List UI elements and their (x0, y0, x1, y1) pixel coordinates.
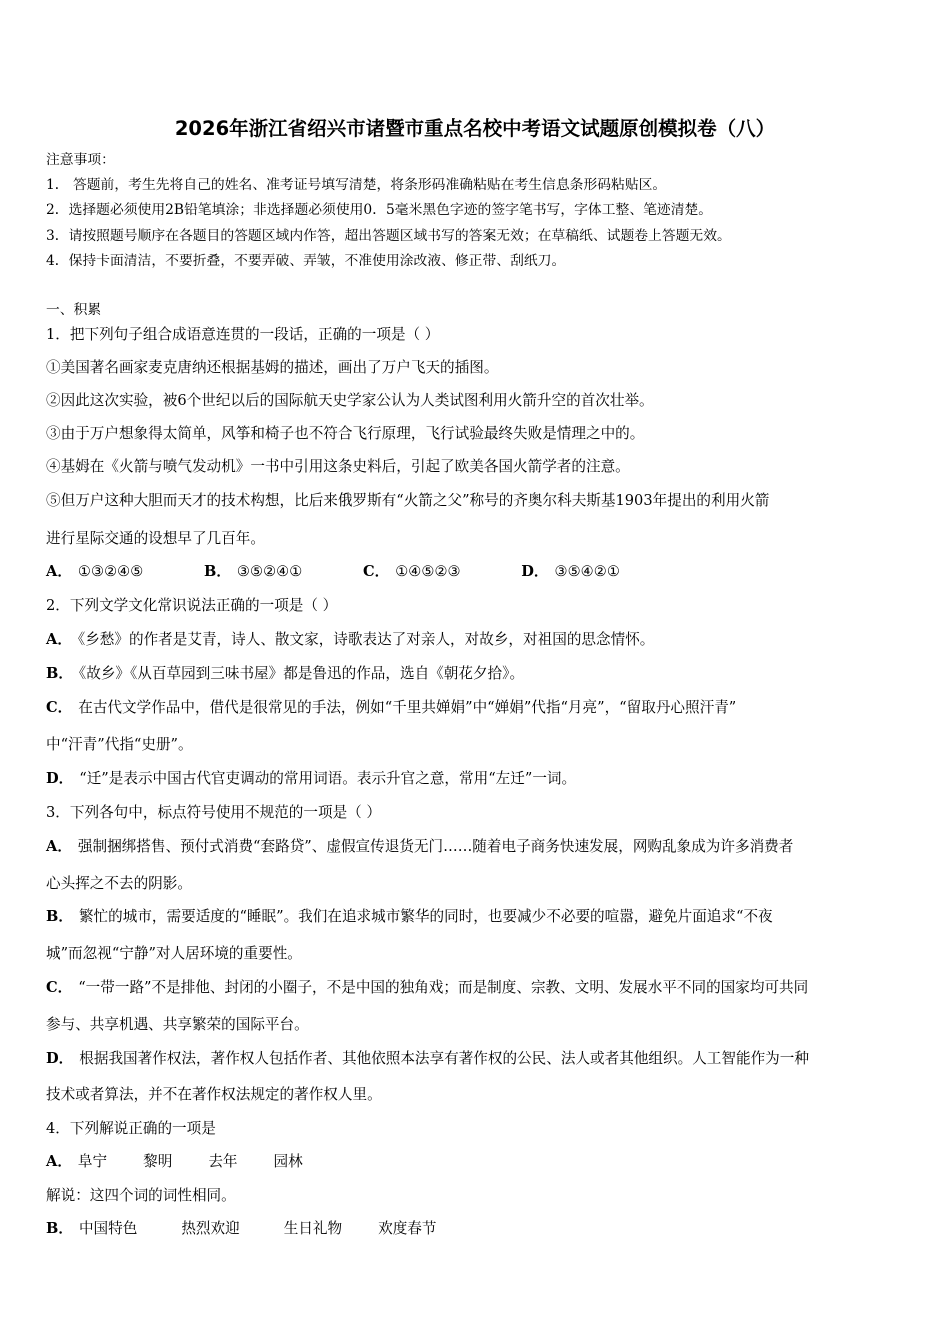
q3-option-a-cont: 心头挥之不去的阴影。 (46, 875, 192, 892)
q1-sentence-5: ⑤但万户这种大胆而天才的技术构想，比后来俄罗斯有“火箭之父”称号的齐奥尔科夫斯基1903年提出的利用火箭 (46, 492, 770, 509)
q2-option-d (46, 769, 576, 789)
q3-option-b-text: 繁忙的城市，需要适度的“睡眠”。我们在追求城市繁华的同时，也要减少不必要的喧嚣，避免片面追求“不夜 (78, 908, 773, 925)
q3-option-c-cont: 参与、共享机遇、共享繁荣的国际平台。 (46, 1016, 309, 1033)
q1-option-c-label: C． (362, 563, 390, 580)
q4-option-b (46, 1219, 437, 1239)
q4-word-a1: 阜宁 (77, 1153, 108, 1170)
q2-option-d-text: “迁”是表示中国古代官吏调动的常用词语。表示升官之意，常用“左迁”一词。 (79, 770, 577, 787)
q1-stem: 1．把下列句子组合成语意连贯的一段话，正确的一项是（ ） (46, 326, 440, 343)
q2-stem: 2．下列文学文化常识说法正确的一项是（ ） (46, 597, 338, 614)
q3-option-d-label: D． (46, 1050, 74, 1067)
notice-item-1: 1． 答题前，考生先将自己的姓名、准考证号填写清楚，将条形码准确粘贴在考生信息条形码粘贴区。 (46, 177, 667, 193)
q3-option-c-text: “一带一路”不是排他、封闭的小圈子，不是中国的独角戏；而是制度、宗教、文明、发展水平不同的国家均可共同 (78, 979, 809, 996)
q2-option-c (46, 698, 736, 718)
notice-item-4: 4．保持卡面清洁，不要折叠，不要弄破、弄皱，不准使用涂改液、修正带、刮纸刀。 (46, 253, 566, 269)
q2-option-b-label: B． (46, 665, 73, 682)
notice-item-2: 2．选择题必须使用2B铅笔填涂；非选择题必须使用0．5毫米黑色字迹的签字笔书写，字体工整、笔迹清楚。 (46, 202, 713, 218)
q1-option-d: ③⑤④②① (554, 563, 620, 580)
q3-option-a (46, 837, 793, 857)
q2-option-c-cont: 中“汗青”代指“史册”。 (46, 736, 193, 753)
q4-word-b1: 中国特色 (78, 1220, 138, 1237)
q3-option-c-label: C． (46, 979, 73, 996)
q3-option-d-cont: 技术或者算法，并不在著作权法规定的著作权人里。 (46, 1086, 382, 1103)
q1-option-b-label: B． (203, 563, 231, 580)
q2-option-a (46, 630, 654, 650)
q1-options (46, 562, 620, 582)
q2-option-a-text: 《乡愁》的作者是艾青，诗人、散文家，诗歌表达了对亲人，对故乡，对祖国的思念情怀。 (77, 631, 655, 648)
q4-word-b2: 热烈欢迎 (181, 1220, 240, 1237)
q2-option-c-text: 在古代文学作品中，借代是很常见的手法，例如“千里共婵娟”中“婵娟”代指“月亮”，“留取丹心照汗青” (78, 699, 737, 716)
q3-option-a-label: A． (46, 838, 72, 855)
q1-sentence-3: ③由于万户想象得太简单，风筝和椅子也不符合飞行原理，飞行试验最终失败是情理之中的。 (46, 425, 645, 442)
q4-option-a-note: 解说：这四个词的词性相同。 (46, 1187, 236, 1204)
q4-word-a2: 黎明 (143, 1153, 173, 1170)
q1-sentence-1: ①美国著名画家麦克唐纳还根据基姆的描述，画出了万户飞天的插图。 (46, 359, 499, 376)
q4-word-a4: 园林 (273, 1153, 303, 1170)
section-heading: 一、积累 (46, 302, 102, 318)
q1-option-a-label: A． (46, 563, 72, 580)
page-title: 2026年浙江省绍兴市诸暨市重点名校中考语文试题原创模拟卷（八） (174, 117, 776, 140)
q1-option-b: ③⑤②④① (236, 563, 303, 580)
q3-stem: 3．下列各句中，标点符号使用不规范的一项是（ ） (46, 804, 381, 821)
q2-option-b-text: 《故乡》《从百草园到三味书屋》都是鲁迅的作品，选自《朝花夕拾》。 (78, 665, 525, 682)
q3-option-d-text: 根据我国著作权法，著作权人包括作者、其他依照本法享有著作权的公民、法人或者其他组织。人工智能作为一种 (79, 1050, 809, 1067)
q4-word-a3: 去年 (208, 1153, 238, 1170)
q1-sentence-4: ④基姆在《火箭与喷气发动机》一书中引用这条史料后，引起了欧美各国火箭学者的注意。 (46, 458, 630, 475)
q2-option-a-label: A． (46, 631, 72, 648)
q1-option-a: ①③②④⑤ (77, 563, 144, 580)
notice-heading: 注意事项： (46, 152, 115, 168)
q2-option-b (46, 664, 524, 684)
notice-item-3: 3．请按照题号顺序在各题目的答题区域内作答，超出答题区域书写的答案无效；在草稿纸、试题卷上答题无效。 (46, 228, 731, 244)
q1-option-c: ①④⑤②③ (395, 563, 461, 580)
q4-option-b-label: B． (46, 1220, 73, 1237)
q4-stem: 4．下列解说正确的一项是 (46, 1120, 216, 1137)
q1-sentence-2: ②因此这次实验，被6个世纪以后的国际航天史学家公认为人类试图利用火箭升空的首次壮举。 (46, 392, 654, 409)
q3-option-a-text: 强制捆绑搭售、预付式消费“套路贷”、虚假宣传退货无门……随着电子商务快速发展，网购乱象成为许多消费者 (77, 838, 794, 855)
q3-option-c (46, 978, 808, 998)
q4-option-a-label: A． (46, 1153, 72, 1170)
q3-option-d (46, 1049, 809, 1069)
q3-option-b-label: B． (46, 908, 73, 925)
q2-option-d-label: D． (46, 770, 74, 787)
q4-option-a (46, 1152, 303, 1172)
q4-word-b3: 生日礼物 (283, 1220, 343, 1237)
q2-option-c-label: C． (46, 699, 73, 716)
q3-option-b (46, 907, 773, 927)
q1-sentence-5-cont: 进行星际交通的设想早了几百年。 (46, 530, 265, 547)
q3-option-b-cont: 城”而忽视“宁静”对人居环境的重要性。 (46, 945, 302, 962)
q1-option-d-label: D． (521, 563, 549, 580)
q4-word-b4: 欢度春节 (378, 1220, 437, 1237)
